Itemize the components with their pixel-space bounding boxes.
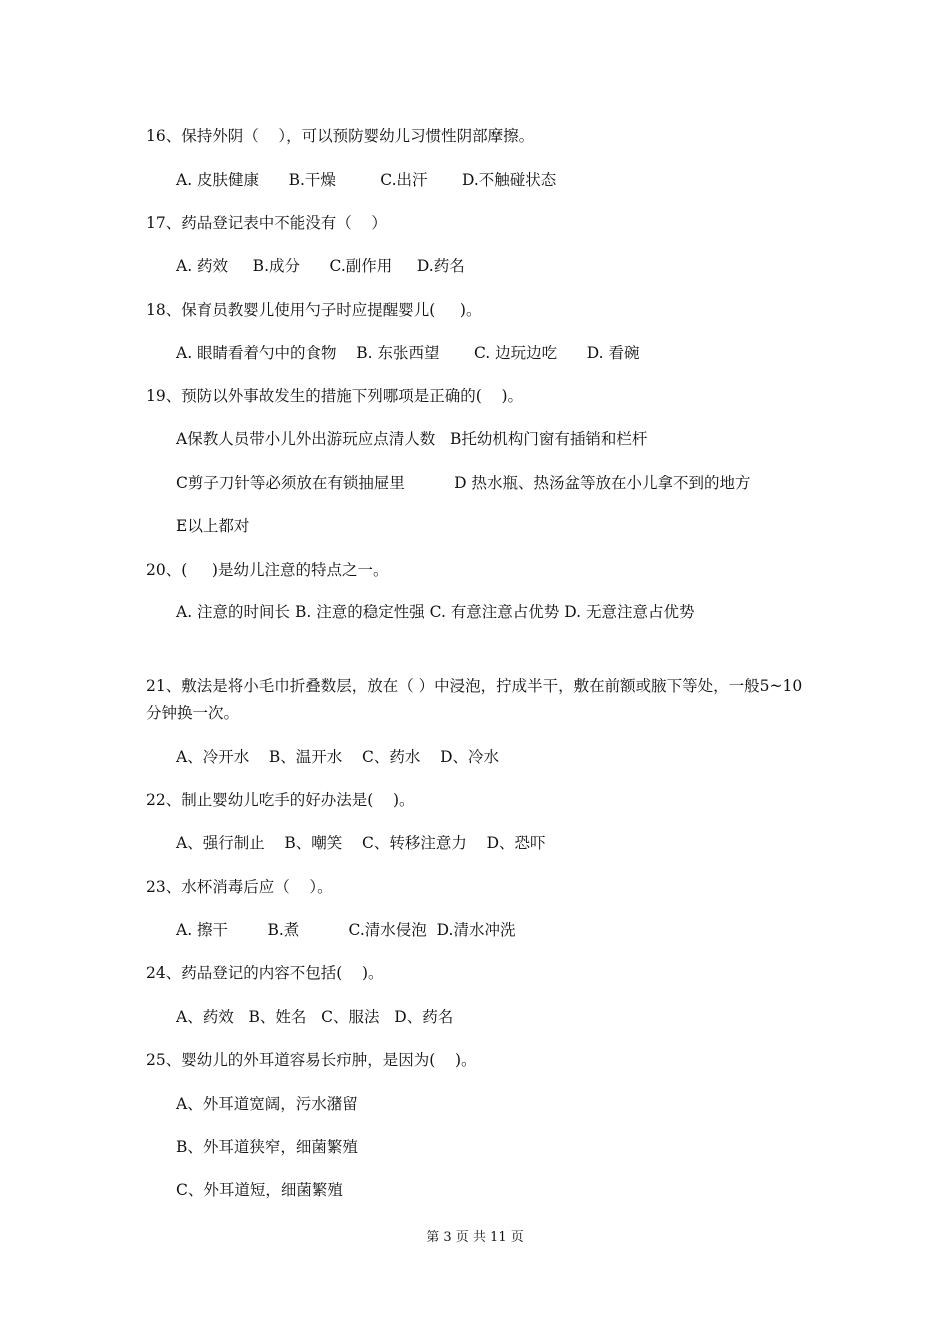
- question-18-stem: 18、保育员教婴儿使用勺子时应提醒婴儿( )。: [146, 301, 482, 319]
- question-25-option-c: C、外耳道短，细菌繁殖: [176, 1181, 343, 1199]
- question-17-options: A. 药效 B.成分 C.副作用 D.药名: [176, 257, 465, 275]
- question-21-stem: 21、敷法是将小毛巾折叠数层，放在（ ）中浸泡，拧成半干，敷在前额或腋下等处，一般5~10分钟换一次。: [146, 677, 803, 722]
- question-25-option-a: A、外耳道宽阔，污水潴留: [176, 1095, 358, 1113]
- question-19-option-ab: A保教人员带小儿外出游玩应点清人数 B托幼机构门窗有插销和栏杆: [176, 430, 648, 448]
- question-19-stem: 19、预防以外事故发生的措施下列哪项是正确的( )。: [146, 387, 524, 405]
- page-footer: 第 3 页 共 11 页: [426, 1230, 524, 1245]
- question-16-stem: 16、保持外阴（ ），可以预防婴幼儿习惯性阴部摩擦。: [146, 127, 535, 145]
- question-20-options: A. 注意的时间长 B. 注意的稳定性强 C. 有意注意占优势 D. 无意注意占优势: [176, 603, 695, 621]
- question-17-stem: 17、药品登记表中不能没有（ ）: [146, 214, 387, 232]
- question-19-option-cd: C剪子刀针等必须放在有锁抽屉里 D 热水瓶、热汤盆等放在小儿拿不到的地方: [176, 474, 751, 492]
- question-25-option-b: B、外耳道狭窄，细菌繁殖: [176, 1138, 358, 1156]
- question-24-options: A、药效 B、姓名 C、服法 D、药名: [176, 1008, 454, 1026]
- question-23-options: A. 擦干 B.煮 C.清水侵泡 D.清水冲洗: [176, 921, 516, 939]
- question-20-stem: 20、( )是幼儿注意的特点之一。: [146, 561, 389, 579]
- question-18-options: A. 眼睛看着勺中的食物 B. 东张西望 C. 边玩边吃 D. 看碗: [176, 344, 640, 362]
- question-24-stem: 24、药品登记的内容不包括( )。: [146, 964, 384, 982]
- question-22-stem: 22、制止婴幼儿吃手的好办法是( )。: [146, 791, 415, 809]
- question-16-options: A. 皮肤健康 B.干燥 C.出汗 D.不触碰状态: [176, 171, 557, 189]
- question-25-stem: 25、婴幼儿的外耳道容易长疖肿，是因为( )。: [146, 1051, 477, 1069]
- question-21-options: A、冷开水 B、温开水 C、药水 D、冷水: [176, 748, 499, 766]
- question-19-option-e: E以上都对: [176, 517, 250, 535]
- question-23-stem: 23、水杯消毒后应（ ）。: [146, 878, 333, 896]
- question-22-options: A、强行制止 B、嘲笑 C、转移注意力 D、恐吓: [176, 834, 546, 852]
